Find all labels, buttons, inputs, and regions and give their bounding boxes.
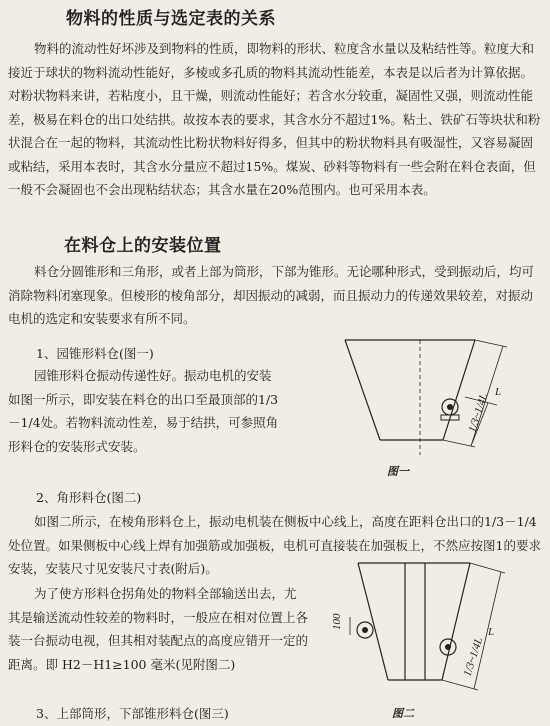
subheading-angular-silo: 2、角形料仓(图二) (36, 490, 142, 505)
dimension-l-label: L (495, 386, 502, 398)
subheading-conical-silo: 1、园锥形料仓(图一) (36, 346, 154, 361)
figure-1-caption: 图一 (387, 466, 409, 478)
subheading-cylindrical-conical-silo: 3、上部筒形，下部锥形料仓(图三) (36, 706, 229, 721)
figure-1-conical-silo (325, 335, 535, 480)
dimension-l-label: L (488, 626, 495, 638)
figure-2-caption: 图二 (392, 708, 414, 720)
dimension-l2-label: 1/3~1/4L (461, 635, 486, 678)
dimension-l2-label: 1/3~1/4L (466, 391, 491, 434)
dimension-100-label: 100 (331, 613, 343, 630)
paragraph-conical-silo: 园锥形料仓振动传递性好。振动电机的安装如图一所示，即安装在料仓的出口至最顶部的1/3－1/4处。若物料流动性差，易于结拱，可参照角形料仓的安装形式安装。 (8, 368, 279, 454)
vibration-motor-icon (357, 622, 373, 638)
section-title-material-properties: 物料的性质与选定表的关系 (66, 9, 276, 29)
paragraph-installation-intro: 料仓分圆锥形和三角形，或者上部为筒形，下部为锥形。无论哪种形式，受到振动后，均可消除物料闭塞现象。但棱形的棱角部分，却因振动的减弱，而且振动力的传递效果较差，对振动电机的选定和安装要求有所不同。 (8, 264, 535, 326)
silo-left-wall (358, 563, 388, 680)
paragraph-angular-silo: 如图二所示，在棱角形料仓上，振动电机装在侧板中心线上，高度在距料仓出口的1/3－1/4处位置。如果侧板中心线上焊有加强筋或加强板，电机可直接装在加强板上，不然应按图1的要求安装，安装尺寸见安装尺寸表(附后)。 (8, 514, 541, 576)
paragraph-corner-material: 为了使方形料仓拐角处的物料全部输送出去，尤其是输送流动性较差的物料时，一般应在相对位置上各装一台振动电视，但其相对装配点的高度应错开一定的距离。即 H2－H1≥100 毫米(见附图二) (8, 586, 309, 672)
paragraph-material-properties: 物料的流动性好坏涉及到物料的性质，即物料的形状、粒度含水量以及粘结性等。粒度大和接近于球状的物料流动性能好，多棱或多孔质的物料其流动性能差，本表是以后者为计算依据。对粉状物料来讲，若粘度小，且干燥，则流动性能好；若含水分较重，凝固性又强，则流动性能差，极易在料仓的出口处结拱。故按本表的要求，其含水分不超过1%。粘土、铁矿石等块状和粉状混合在一起的物料，其流动性比粉状物料好得多，但其中的粉状物料具有吸湿性，又容易凝固或粘结，采用本表时，其含水分量应不超过15%。煤炭、砂料等物料有一些会附在料仓表面，但一般不会凝固也不会出现粘结状态；其含水量在20%范围内。也可采用本表。 (8, 41, 541, 197)
figure-2-angular-silo (320, 555, 530, 720)
section-title-installation-position: 在料仓上的安装位置 (64, 236, 222, 256)
silo-left-wall (345, 340, 380, 440)
